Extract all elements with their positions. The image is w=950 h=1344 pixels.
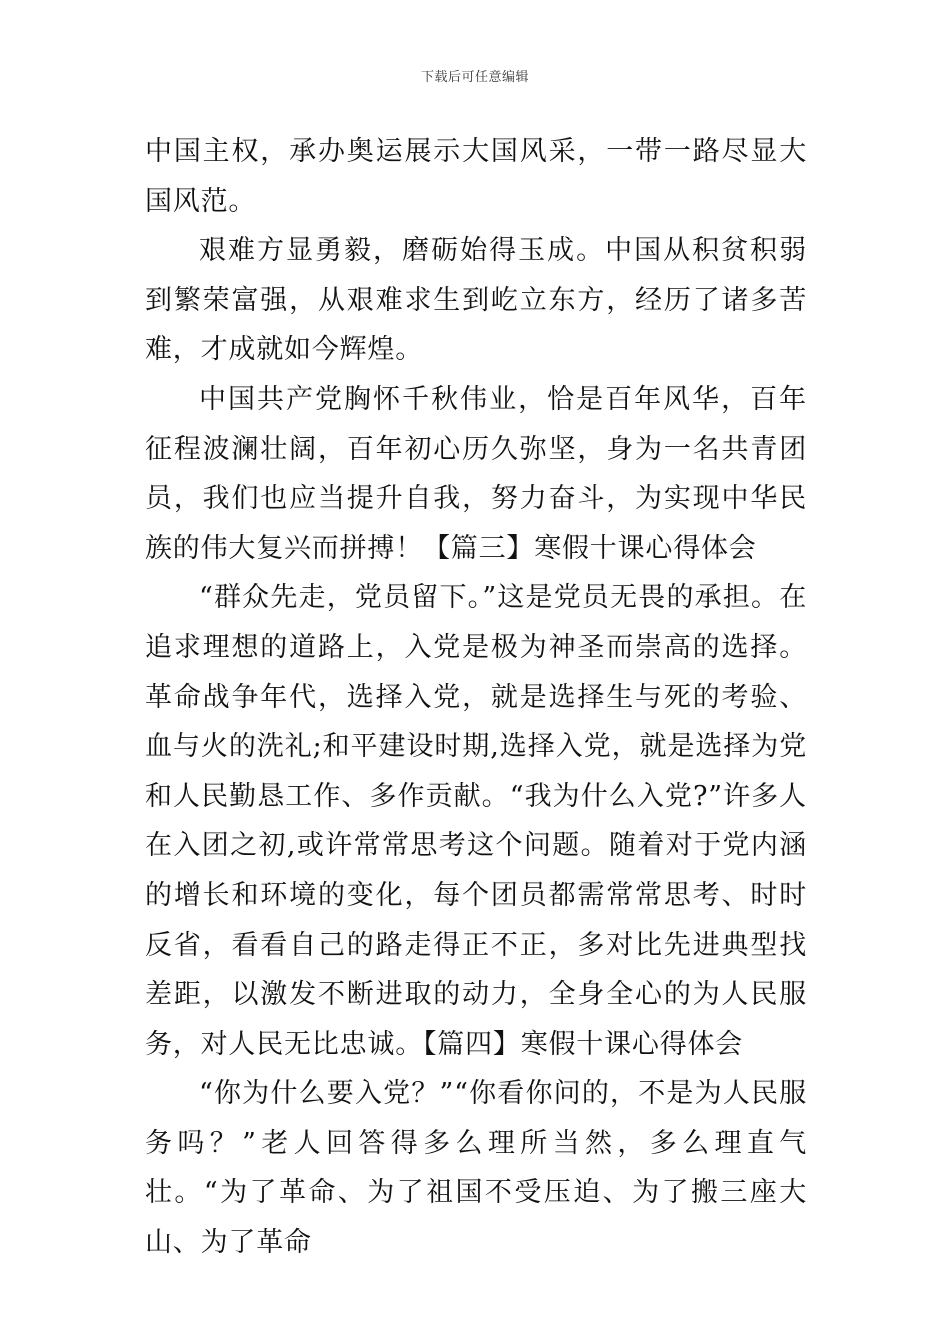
paragraph-1: 中国主权，承办奥运展示大国风采，一带一路尽显大国风范。 bbox=[145, 136, 807, 217]
document-body bbox=[145, 127, 807, 1268]
paragraph-4: “群众先走，党员留下。”这是党员无畏的承担。在追求理想的道路上，入党是极为神圣而崇高的选择。革命战争年代，选择入党，就是选择生与死的考验、血与火的洗礼;和平建设时期,选择入党，就是选择为党和人民勤恳工作、多作贡献。“我为什么入党?”许多人在入团之初,或许常常思考这个问题。随着对于党内涵的增长和环境的变化，每个团员都需常常思考、时时反省，看看自己的路走得正不正，多对比先进典型找差距，以激发不断进取的动力，全身全心的为人民服务，对人民无比忠诚。【篇四】寒假十课心得体会 bbox=[145, 582, 807, 1060]
paragraph-5: “你为什么要入党？”“你看你问的，不是为人民服务吗？”老人回答得多么理所当然，多么理直气壮。“为了革命、为了祖国不受压迫、为了搬三座大山、为了革命 bbox=[145, 1078, 807, 1259]
paragraph-3: 中国共产党胸怀千秋伟业，恰是百年风华，百年征程波澜壮阔，百年初心历久弥坚，身为一名共青团员，我们也应当提升自我，努力奋斗，为实现中华民族的伟大复兴而拼搏！【篇三】寒假十课心得体会 bbox=[145, 383, 807, 564]
page-header-note: 下载后可任意编辑 bbox=[420, 70, 529, 85]
paragraph-2: 艰难方显勇毅，磨砺始得玉成。中国从积贫积弱到繁荣富强，从艰难求生到屹立东方，经历了诸多苦难，才成就如今辉煌。 bbox=[145, 235, 807, 366]
